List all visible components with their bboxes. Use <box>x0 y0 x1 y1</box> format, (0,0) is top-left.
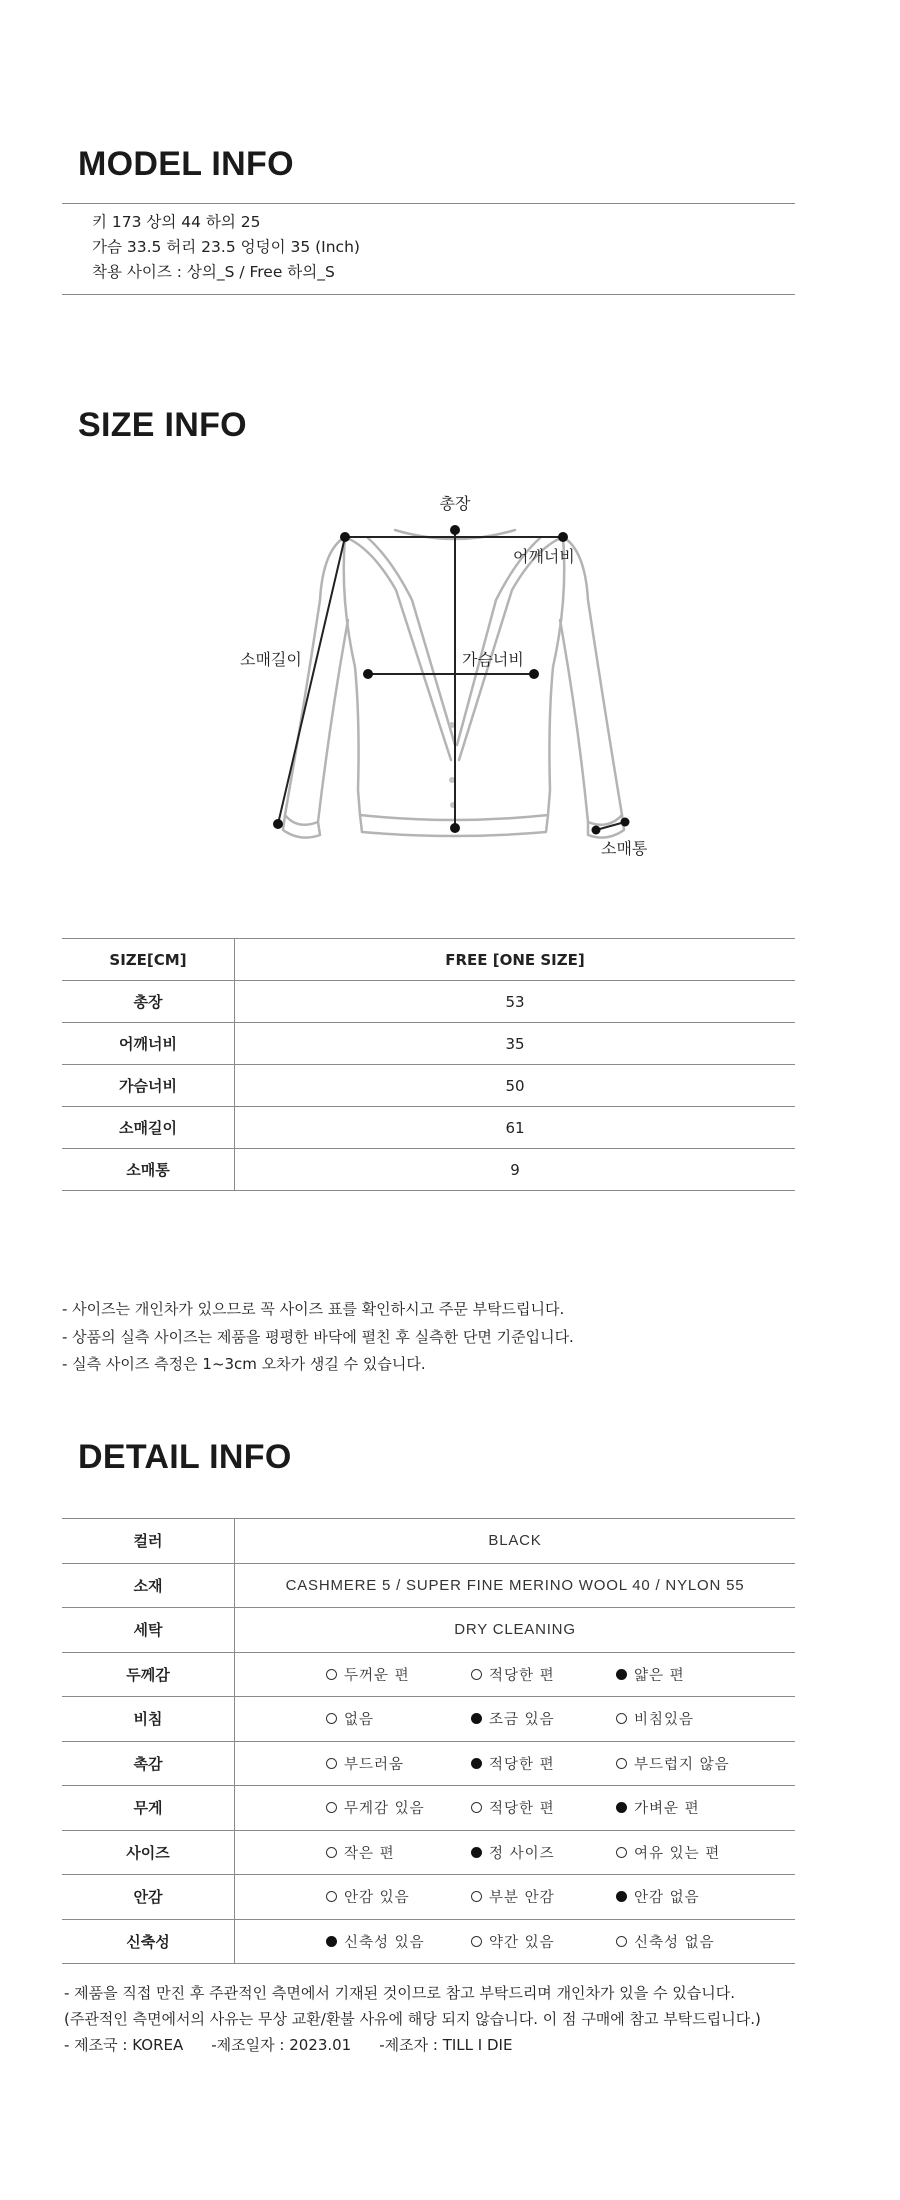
size-row-label: 어깨너비 <box>62 1023 235 1065</box>
radio-option <box>471 1697 555 1740</box>
radio-option-label: 적당한 편 <box>489 1756 555 1773</box>
radio-filled-icon <box>616 1669 627 1680</box>
cardigan-size-diagram <box>0 470 900 870</box>
radio-group <box>235 1653 795 1696</box>
footer-line: (주관적인 측면에서의 사유는 무상 교환/환불 사유에 해당 되지 않습니다. 이 점 구매에 참고 부탁드립니다.) <box>64 2010 761 2028</box>
size-row-label: 총장 <box>62 981 235 1023</box>
radio-option <box>326 1875 410 1918</box>
radio-option <box>326 1786 425 1829</box>
radio-group <box>235 1831 795 1874</box>
radio-filled-icon <box>471 1713 482 1724</box>
size-row-label: 소매길이 <box>62 1107 235 1149</box>
table-row <box>62 1697 795 1742</box>
radio-empty-icon <box>471 1802 482 1813</box>
radio-option-label: 신축성 있음 <box>344 1934 425 1951</box>
divider <box>62 203 795 204</box>
radio-option <box>471 1653 555 1696</box>
radio-empty-icon <box>326 1847 337 1858</box>
radio-option-label: 부드럽지 않음 <box>634 1756 730 1773</box>
radio-option-label: 무게감 있음 <box>344 1801 425 1818</box>
radio-option-label: 약간 있음 <box>489 1934 555 1951</box>
radio-empty-icon <box>616 1936 627 1947</box>
table-row <box>62 1786 795 1831</box>
size-table <box>62 938 795 1191</box>
table-row <box>62 1563 795 1608</box>
size-table-header <box>62 939 795 981</box>
table-row <box>62 1065 795 1107</box>
radio-option-label: 가벼운 편 <box>634 1801 700 1818</box>
radio-option-label: 두꺼운 편 <box>344 1667 410 1684</box>
radio-option <box>616 1742 730 1785</box>
radio-option <box>616 1920 715 1963</box>
detail-row-label: 소재 <box>62 1563 235 1608</box>
radio-empty-icon <box>616 1713 627 1724</box>
model-info-title: MODEL INFO <box>78 145 294 183</box>
table-row <box>62 1023 795 1065</box>
radio-option <box>326 1831 395 1874</box>
table-row <box>62 1149 795 1191</box>
radio-group <box>235 1875 795 1918</box>
detail-option-cell <box>235 1652 796 1697</box>
table-row <box>62 981 795 1023</box>
table-row <box>62 1608 795 1653</box>
radio-option <box>326 1920 425 1963</box>
radio-empty-icon <box>326 1758 337 1769</box>
detail-row-label: 무게 <box>62 1786 235 1831</box>
detail-option-cell <box>235 1786 796 1831</box>
table-row <box>62 1519 795 1564</box>
detail-option-cell <box>235 1741 796 1786</box>
detail-row-label: 사이즈 <box>62 1830 235 1875</box>
label-sleeve-length: 소매길이 <box>240 650 302 669</box>
radio-group <box>235 1697 795 1740</box>
radio-option-label: 없음 <box>344 1712 375 1729</box>
detail-table <box>62 1518 795 1964</box>
detail-row-value: BLACK <box>235 1519 796 1564</box>
radio-option <box>326 1653 410 1696</box>
radio-option <box>616 1653 685 1696</box>
radio-empty-icon <box>326 1802 337 1813</box>
radio-filled-icon <box>326 1936 337 1947</box>
detail-row-label: 촉감 <box>62 1741 235 1786</box>
size-notes <box>62 1296 574 1379</box>
table-row <box>62 1830 795 1875</box>
radio-empty-icon <box>326 1891 337 1902</box>
divider <box>62 294 795 295</box>
table-row <box>62 1741 795 1786</box>
radio-empty-icon <box>471 1891 482 1902</box>
footer-line: - 제품을 직접 만진 후 주관적인 측면에서 기재된 것이므로 참고 부탁드리며 개인차가 있을 수 있습니다. <box>64 1984 736 2002</box>
table-row <box>62 1919 795 1964</box>
detail-option-cell <box>235 1875 796 1920</box>
radio-option <box>616 1831 720 1874</box>
radio-option <box>471 1831 555 1874</box>
detail-row-label: 컬러 <box>62 1519 235 1564</box>
detail-row-label: 신축성 <box>62 1919 235 1964</box>
size-info-title: SIZE INFO <box>78 406 247 444</box>
radio-group <box>235 1920 795 1963</box>
detail-info-title: DETAIL INFO <box>78 1438 292 1476</box>
manufacturer: -제조자 : TILL I DIE <box>379 2036 513 2054</box>
detail-option-cell <box>235 1830 796 1875</box>
size-row-label: 소매통 <box>62 1149 235 1191</box>
radio-option <box>616 1875 700 1918</box>
radio-option-label: 여유 있는 편 <box>634 1845 721 1862</box>
radio-option-label: 부분 안감 <box>489 1890 555 1907</box>
radio-option-label: 비침있음 <box>634 1712 695 1729</box>
detail-row-value: DRY CLEANING <box>235 1608 796 1653</box>
detail-row-label: 비침 <box>62 1697 235 1742</box>
radio-option <box>616 1786 700 1829</box>
radio-empty-icon <box>616 1758 627 1769</box>
radio-empty-icon <box>326 1669 337 1680</box>
radio-filled-icon <box>616 1802 627 1813</box>
radio-option <box>471 1742 555 1785</box>
size-row-value: 53 <box>235 981 796 1023</box>
detail-option-cell <box>235 1919 796 1964</box>
detail-option-cell <box>235 1697 796 1742</box>
label-shoulder-width: 어깨너비 <box>513 547 575 566</box>
radio-option <box>326 1742 404 1785</box>
radio-option-label: 적당한 편 <box>489 1667 555 1684</box>
radio-empty-icon <box>471 1936 482 1947</box>
model-line: 착용 사이즈 : 상의_S / Free 하의_S <box>92 263 335 281</box>
radio-option <box>616 1697 694 1740</box>
radio-option-label: 정 사이즈 <box>489 1845 555 1862</box>
origin-country: - 제조국 : KOREA <box>64 2036 184 2054</box>
size-row-value: 9 <box>235 1149 796 1191</box>
radio-empty-icon <box>471 1669 482 1680</box>
detail-row-value: CASHMERE 5 / SUPER FINE MERINO WOOL 40 / NYLON 55 <box>235 1563 796 1608</box>
size-row-value: 35 <box>235 1023 796 1065</box>
radio-option <box>471 1786 555 1829</box>
detail-row-label: 두께감 <box>62 1652 235 1697</box>
label-total-length: 총장 <box>439 494 471 513</box>
size-header-value: FREE [ONE SIZE] <box>235 939 796 981</box>
radio-option-label: 조금 있음 <box>489 1712 555 1729</box>
size-row-value: 50 <box>235 1065 796 1107</box>
radio-empty-icon <box>616 1847 627 1858</box>
radio-group <box>235 1742 795 1785</box>
manufacture-date: -제조일자 : 2023.01 <box>211 2036 352 2054</box>
model-info-details <box>92 210 360 285</box>
size-header-label: SIZE[CM] <box>62 939 235 981</box>
radio-filled-icon <box>471 1758 482 1769</box>
radio-filled-icon <box>471 1847 482 1858</box>
note-line: - 실측 사이즈 측정은 1~3cm 오차가 생길 수 있습니다. <box>62 1355 426 1373</box>
size-row-value: 61 <box>235 1107 796 1149</box>
radio-group <box>235 1786 795 1829</box>
table-row <box>62 1107 795 1149</box>
footer-manufacture-info <box>64 2032 761 2058</box>
label-sleeve-width: 소매통 <box>601 839 648 858</box>
table-row <box>62 1652 795 1697</box>
radio-option-label: 적당한 편 <box>489 1801 555 1818</box>
radio-option-label: 안감 있음 <box>344 1890 410 1907</box>
label-chest-width: 가슴너비 <box>462 650 524 669</box>
detail-row-label: 세탁 <box>62 1608 235 1653</box>
radio-option-label: 부드러움 <box>344 1756 405 1773</box>
radio-option-label: 신축성 없음 <box>634 1934 715 1951</box>
note-line: - 상품의 실측 사이즈는 제품을 평평한 바닥에 펼친 후 실측한 단면 기준입니다. <box>62 1327 574 1346</box>
radio-option-label: 작은 편 <box>344 1845 395 1862</box>
radio-option <box>471 1875 555 1918</box>
radio-option <box>326 1697 374 1740</box>
table-row <box>62 1875 795 1920</box>
detail-footer-notes <box>64 1980 761 2058</box>
radio-option-label: 얇은 편 <box>634 1667 685 1684</box>
note-line: - 사이즈는 개인차가 있으므로 꼭 사이즈 표를 확인하시고 주문 부탁드립니다. <box>62 1300 565 1318</box>
detail-row-label: 안감 <box>62 1875 235 1920</box>
radio-empty-icon <box>326 1713 337 1724</box>
model-line: 가슴 33.5 허리 23.5 엉덩이 35 (Inch) <box>92 238 360 256</box>
radio-filled-icon <box>616 1891 627 1902</box>
size-row-label: 가슴너비 <box>62 1065 235 1107</box>
model-line: 키 173 상의 44 하의 25 <box>92 213 261 231</box>
radio-option <box>471 1920 555 1963</box>
radio-option-label: 안감 없음 <box>634 1890 700 1907</box>
